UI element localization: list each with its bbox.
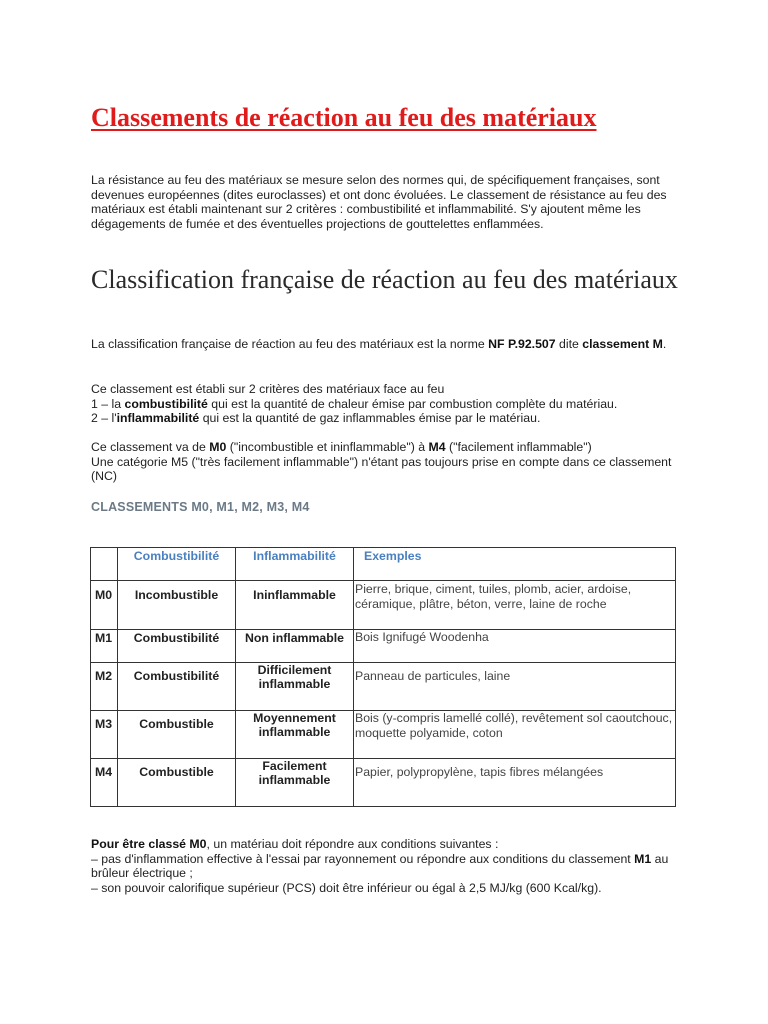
classements-heading: CLASSEMENTS M0, M1, M2, M3, M4 bbox=[91, 500, 310, 514]
condition-2: – son pouvoir calorifique supérieur (PCS) doit être inférieur ou égal à 2,5 MJ/kg (600 Kcal/kg). bbox=[91, 880, 602, 895]
table-header-row bbox=[91, 548, 676, 581]
criteria-item-2: 2 – l'inflammabilité qui est la quantité de gaz inflammables émise par le matériau. bbox=[91, 411, 541, 425]
norm-reference: NF P.92.507 bbox=[488, 337, 556, 351]
range-paragraph: Ce classement va de M0 ("incombustible et ininflammable") à M4 ("facilement inflammable") Une catégorie M5 ("très facilement inflammable") n'étant pas toujours prise en compte dans ce classement (NC) bbox=[91, 440, 679, 484]
conditions-lead: Pour être classé M0 bbox=[91, 837, 207, 851]
section-title: Classification française de réaction au feu des matériaux bbox=[91, 265, 678, 294]
table-row: M3 Combustible Moyennement inflammable Bois (y-compris lamellé collé), revêtement sol caoutchouc, moquette polyamide, coton bbox=[91, 711, 676, 759]
page-title: Classements de réaction au feu des matériaux bbox=[91, 103, 597, 132]
table-row: M1 Combustibilité Non inflammable Bois Ignifugé Woodenha bbox=[91, 630, 676, 663]
intro-paragraph: La résistance au feu des matériaux se mesure selon des normes qui, de spécifiquement françaises, sont devenues européennes (dites euroclasses) et ont donc évoluées. Le classement de résistance au feu des matériaux est établi maintenant sur 2 critères : combustibilité et inflammabilité. S'y ajoutent même les dégagements de fumée et des éventuelles projections de gouttelettes enflammées. bbox=[91, 173, 667, 231]
criteria-item-1: 1 – la combustibilité qui est la quantité de chaleur émise par combustion complète du matériau. bbox=[91, 396, 618, 411]
table-header-code bbox=[91, 548, 118, 581]
table-row: M2 Combustibilité Difficilement inflammable Panneau de particules, laine bbox=[91, 663, 676, 711]
table-header-inflammabilite: Inflammabilité bbox=[236, 548, 354, 581]
table-header-combustibilite: Combustibilité bbox=[118, 548, 236, 581]
table-row: M4 Combustible Facilement inflammable Papier, polypropylène, tapis fibres mélangées bbox=[91, 759, 676, 807]
condition-1: – pas d'inflammation effective à l'essai par rayonnement ou répondre aux conditions du classement M1 au brûleur électrique ; bbox=[91, 851, 669, 880]
table-row: M0 Incombustible Ininflammable Pierre, brique, ciment, tuiles, plomb, acier, ardoise, céramique, plâtre, béton, verre, laine de roche bbox=[91, 581, 676, 630]
norm-paragraph: La classification française de réaction au feu des matériaux est la norme NF P.92.507 dite classement M. bbox=[91, 337, 667, 351]
conditions-paragraph: Pour être classé M0, un matériau doit répondre aux conditions suivantes : – pas d'inflammation effective à l'essai par rayonnement ou répondre aux conditions du classement M1 au brûleur électrique ; – son pouvoir calorifique supérieur (PCS) doit être inférieur ou égal à 2,5 MJ/kg (600 Kcal/kg). bbox=[91, 837, 679, 895]
criteria-paragraph bbox=[91, 382, 679, 426]
classements-table bbox=[90, 547, 676, 807]
table-header-exemples: Exemples bbox=[354, 548, 676, 581]
classement-m: classement M bbox=[582, 337, 663, 351]
range-m5-note: Une catégorie M5 ("très facilement inflammable") n'étant pas toujours prise en compte dans ce classement (NC) bbox=[91, 454, 672, 483]
criteria-intro: Ce classement est établi sur 2 critères des matériaux face au feu bbox=[91, 382, 445, 396]
